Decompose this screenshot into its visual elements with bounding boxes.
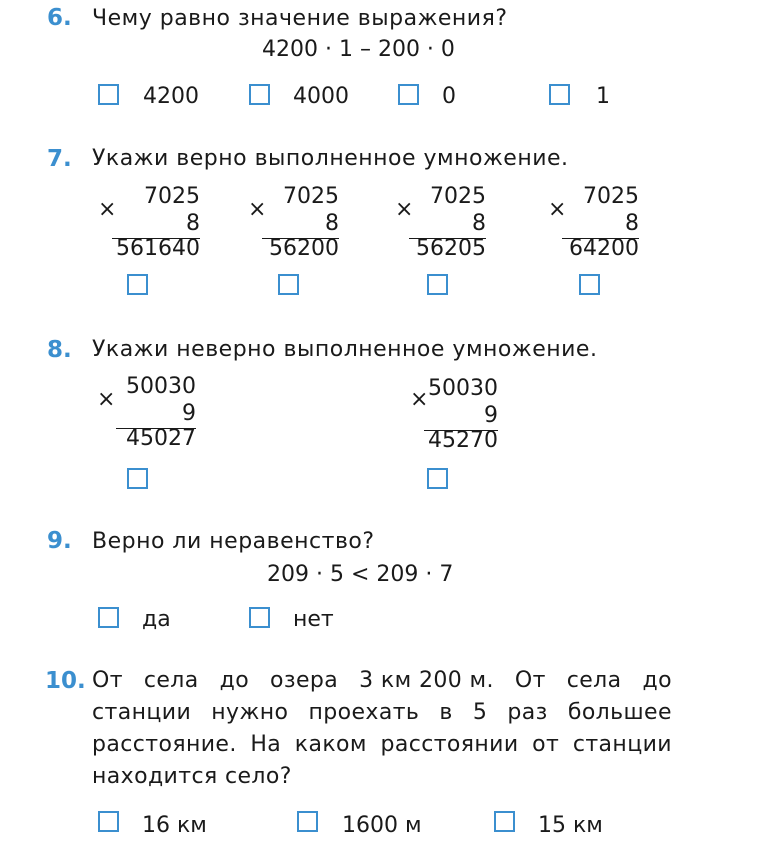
q9-expression: 209 · 5 < 209 · 7 — [267, 562, 454, 587]
q8-item-2-multiplier: 9 — [484, 403, 498, 428]
q7-item-3-multiplier: 8 — [472, 211, 486, 236]
q10-word: нужно — [211, 700, 289, 725]
q10-number: 10. — [45, 668, 86, 694]
q10-word: расстоянии — [380, 732, 519, 757]
q7-item-3-result: 56205 — [416, 236, 486, 261]
q6-number: 6. — [47, 5, 72, 31]
q6-option-4-checkbox[interactable] — [549, 84, 570, 105]
q10-text — [92, 665, 672, 793]
q10-option-3-checkbox[interactable] — [494, 811, 515, 832]
q10-word: От — [92, 668, 123, 693]
q8-text: Укажи неверно выполненное умножение. — [92, 337, 598, 362]
q7-item-4-result: 64200 — [569, 236, 639, 261]
q10-word: раз — [507, 700, 548, 725]
q6-option-2-label: 4000 — [293, 84, 349, 109]
q7-item-4-multiplier: 8 — [625, 211, 639, 236]
q7-item-3-checkbox[interactable] — [427, 274, 448, 295]
q7-item-1-multiplication — [112, 183, 200, 262]
q10-line-4 — [92, 761, 672, 793]
q10-option-1-checkbox[interactable] — [98, 811, 119, 832]
q10-word: в — [439, 700, 453, 725]
q7-item-4-multiplication — [562, 183, 639, 262]
q10-option-1-label: 16 км — [142, 813, 207, 838]
q9-option-yes-label: да — [142, 607, 171, 632]
q7-number: 7. — [47, 146, 72, 172]
q7-item-1-top: 7025 — [144, 184, 200, 209]
q8-item-2-multiplication — [424, 375, 498, 454]
q7-item-3-top: 7025 — [430, 184, 486, 209]
q6-option-3-label: 0 — [442, 84, 456, 109]
q10-word: станции — [572, 732, 672, 757]
q9-option-yes-checkbox[interactable] — [98, 607, 119, 628]
q8-item-2-times-sign: × — [410, 387, 429, 412]
q10-option-2-label: 1600 м — [342, 813, 422, 838]
q8-item-1-times-sign: × — [97, 387, 116, 412]
q7-item-1-times-sign: × — [98, 197, 117, 222]
q8-item-2-checkbox[interactable] — [427, 468, 448, 489]
q8-item-1-result: 45027 — [126, 426, 196, 451]
q8-item-2-result: 45270 — [428, 428, 498, 453]
q10-word: большее — [567, 700, 672, 725]
q6-option-1-checkbox[interactable] — [98, 84, 119, 105]
q9-text: Верно ли неравенство? — [92, 529, 375, 554]
q7-item-1-multiplier: 8 — [186, 211, 200, 236]
q7-item-4-checkbox[interactable] — [579, 274, 600, 295]
q10-option-2-checkbox[interactable] — [297, 811, 318, 832]
q6-option-3-checkbox[interactable] — [398, 84, 419, 105]
q10-word: до — [219, 668, 250, 693]
q8-item-1-multiplier: 9 — [182, 401, 196, 426]
q10-word: каком — [294, 732, 367, 757]
q6-text: Чему равно значение выражения? — [92, 6, 508, 31]
q10-word: От — [514, 668, 546, 693]
q8-item-1-multiplication — [116, 373, 196, 452]
q7-item-4-times-sign: × — [548, 197, 567, 222]
q8-item-2-top: 50030 — [428, 376, 498, 401]
q10-word: проехать — [308, 700, 420, 725]
q6-option-1-label: 4200 — [143, 84, 199, 109]
q6-option-4-label: 1 — [596, 84, 610, 109]
q10-word: села — [143, 668, 199, 693]
q10-word: находится село? — [92, 764, 292, 789]
q7-item-4-top: 7025 — [583, 184, 639, 209]
q7-item-3-multiplication — [409, 183, 486, 262]
q10-word: расстояние. — [92, 732, 237, 757]
q7-item-2-checkbox[interactable] — [278, 274, 299, 295]
q7-text: Укажи верно выполненное умножение. — [92, 146, 569, 171]
q9-number: 9. — [47, 528, 72, 554]
q7-item-3-times-sign: × — [395, 197, 414, 222]
q10-distance: 3 км 200 м. — [359, 668, 494, 693]
q10-line-3 — [92, 729, 672, 761]
q10-word: станции — [92, 700, 192, 725]
q10-word: до — [642, 668, 672, 693]
q8-number: 8. — [47, 337, 72, 363]
q9-option-no-checkbox[interactable] — [249, 607, 270, 628]
q7-item-1-result: 561640 — [116, 236, 200, 261]
q7-item-2-multiplier: 8 — [325, 211, 339, 236]
q10-word: села — [566, 668, 622, 693]
q9-option-no-label: нет — [293, 607, 334, 632]
q6-option-2-checkbox[interactable] — [249, 84, 270, 105]
q7-item-2-multiplication — [262, 183, 339, 262]
q7-item-2-times-sign: × — [248, 197, 267, 222]
q10-word: от — [532, 732, 560, 757]
q10-word: На — [250, 732, 282, 757]
q10-word: 5 — [472, 700, 488, 725]
q8-item-1-top: 50030 — [126, 374, 196, 399]
q10-option-3-label: 15 км — [538, 813, 603, 838]
q10-line-1 — [92, 665, 672, 697]
q7-item-2-top: 7025 — [283, 184, 339, 209]
q6-expression: 4200 · 1 – 200 · 0 — [262, 37, 455, 62]
q7-item-2-result: 56200 — [269, 236, 339, 261]
q10-word: озера — [270, 668, 339, 693]
q8-item-1-checkbox[interactable] — [127, 468, 148, 489]
q10-line-2 — [92, 697, 672, 729]
q7-item-1-checkbox[interactable] — [127, 274, 148, 295]
